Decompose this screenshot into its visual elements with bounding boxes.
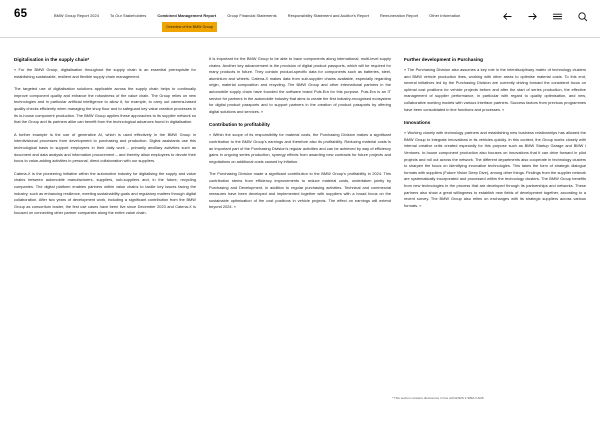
breadcrumb-nav	[54, 12, 471, 20]
paragraph: Catena-X is the pioneering initiative within the automotive industry for digitalising the supply and value chains between automobile manufacturers, suppliers, sub-suppliers and, in the future, recycling companies. The digital platform enables partners within value chains to tackle key issues facing the industry, such as enhancing resilience, meeting sustainability goals and regulatory matters through digital collaboration. After two years of development work, including a significant contribution from the BMW Group as consortium leader, the first use cases have been live since December 2023 and Catena-X is focused on connecting other partner companies along the entire value chain.	[14, 170, 196, 216]
header-divider	[0, 37, 600, 38]
article-body	[14, 56, 586, 217]
paragraph: » Within the scope of its responsibility for material costs, the Purchasing Division makes a significant contribution to the BMW Group's earnings and therefore also its profitability. Reducing material costs is an important part of the Purchasing Division's regular activities and can be achieved by way of efficiency gains in ongoing series production, synergy effects from awarding new contracts for future projects and negotiations on additional costs caused by inflation.	[209, 132, 391, 164]
page-number: 65	[14, 8, 28, 20]
footnote-area	[392, 396, 586, 401]
nav-item-report[interactable]: BMW Group Report 2024	[54, 13, 99, 18]
nav-item-responsibility-statement[interactable]: Responsibility Statement and Auditor's Report	[287, 13, 369, 18]
nav-item-management-report[interactable]: Combined Management Report	[157, 13, 217, 18]
nav-item-financial-statements[interactable]: Group Financial Statements	[227, 13, 277, 18]
footnote-text: * This section contains disclosures in line with ESRS 2 SBM-3 AR5.	[392, 396, 485, 400]
paragraph: » Working closely with technology partners and establishing new business relationships has allowed the BMW Group to integrate innovations in its vehicles quickly. In this context, the Group works closely with internal creative units created especially for this purpose such as BMW Startup Garage and BMW i Ventures. In-house component production also focuses on innovations that it can drive forward in pilot projects and roll out across the network. The different departments also cooperate in technology clusters to sharpen the focus on identifying innovative technologies. This takes the form of strategic dialogue formats with suppliers (Future Vision Deep Dive), among other things. Findings from the supplier network are systematically incorporated and processed within the technology clusters. The BMW Group benefits from new technologies in the process that are developed through its partnerships and networks. These partners also show a great willingness to establish new fields of development together, according to a recent survey. The BMW Group also relies on exchanges with its strategic suppliers across various formats. «	[404, 130, 586, 208]
arrow-left-icon[interactable]	[501, 10, 513, 22]
heading-innovations: Innovations	[404, 120, 431, 126]
column-left	[14, 56, 196, 217]
paragraph: The targeted use of digitalisation solutions applicable across the supply chain helps to continually improve component quality and enhance the robustness of the value chain. The Group relies on new technologies and in particular artificial intelligence to allow it, for example, to carry out camera-based quality checks efficiently when managing the shop floor and to safeguard key value creation processes in its in-house component production. The BMW Group applies these approaches to its supplier network so that the Group and its partners alike can benefit from the technological advances found in digitalisation.	[14, 86, 196, 125]
paragraph: » The Purchasing Division also assumes a key role in the interdisciplinary matrix of technology clusters and BMW vehicle production lines, working with other areas to optimise material costs. To this end, several initiatives led by the Purchasing Division are currently driving forward the consistent focus on optimal cost positions for vehicle projects before and after the start of series production, the effective management of supplier performance, in particular with regard to quality optimisation, and new, collaborative working models with various interface partners. Success factors from previous programmes have been consolidated in line functions and processes. «	[404, 67, 586, 112]
top-navigation-bar	[0, 0, 600, 38]
column-right	[404, 56, 586, 217]
heading-digitalisation-in-the-supply-chain: Digitalisation in the supply chain*	[14, 57, 90, 62]
paragraph: It is important for the BMW Group to be able to trace components along international, multi-level supply chains. Another key advancement is the provision of digital product passports, which will be required for many products in future. They contain product-specific data for components such as batteries, steel, aluminium and wheels. Catena-X makes data from sub-supplier chains available, especially regarding origin, material composition and recycling. The BMW Group and other international partners in the automobile supply chain have founded the software brand Puls.Era for this purpose. Puls.Era is an IT service for partners in the automobile industry that aims to create the first industry-recognised ecosystem for digital product passports and to support partners in the creation of product passports by offering digital solutions and services. «	[209, 56, 391, 114]
sub-nav-overview-of-the-bmw-group[interactable]: Overview of the BMW Group	[162, 22, 217, 32]
heading-further-development-in-purchasing: Further development in Purchasing	[404, 57, 483, 62]
paragraph: The Purchasing Division made a significant contribution to the BMW Group's profitability in 2024. This contribution stems from efficiency improvements to reduce material costs, undertaken jointly by Purchasing and Development, in addition to regular purchasing activities. Technical and commercial measures have been developed and implemented together with suppliers with a broad focus on the sustainable optimisation of the cost positions in vehicle projects. The effect on earnings will extend beyond 2024. «	[209, 171, 391, 210]
toolbar-icons	[501, 10, 588, 22]
heading-contribution-to-profitability: Contribution to profitability	[209, 122, 270, 128]
nav-item-stakeholders[interactable]: To Our Stakeholders	[109, 13, 147, 18]
arrow-right-icon[interactable]	[526, 10, 538, 22]
search-icon[interactable]	[576, 10, 588, 22]
paragraph: » For the BMW Group, digitalisation throughout the supply chain is an essential prerequisite for establishing sustainable, resilient and flexible supply chain management.	[14, 67, 196, 79]
nav-item-remuneration-report[interactable]: Remuneration Report	[380, 13, 419, 18]
menu-icon[interactable]	[551, 10, 563, 22]
paragraph: A further example is the use of generative AI, which is used effectively in the BMW Group in interdivisional processes from development to purchasing and production. Digital assistants use this technological basis to support employees in their daily work – primarily ancillary activities such as document and data analysis and information procurement – and thereby allow employees to devote their focus to value-adding activities in personal, direct collaboration with our suppliers.	[14, 131, 196, 164]
nav-item-other-information[interactable]: Other Information	[429, 13, 461, 18]
column-middle	[209, 56, 391, 217]
